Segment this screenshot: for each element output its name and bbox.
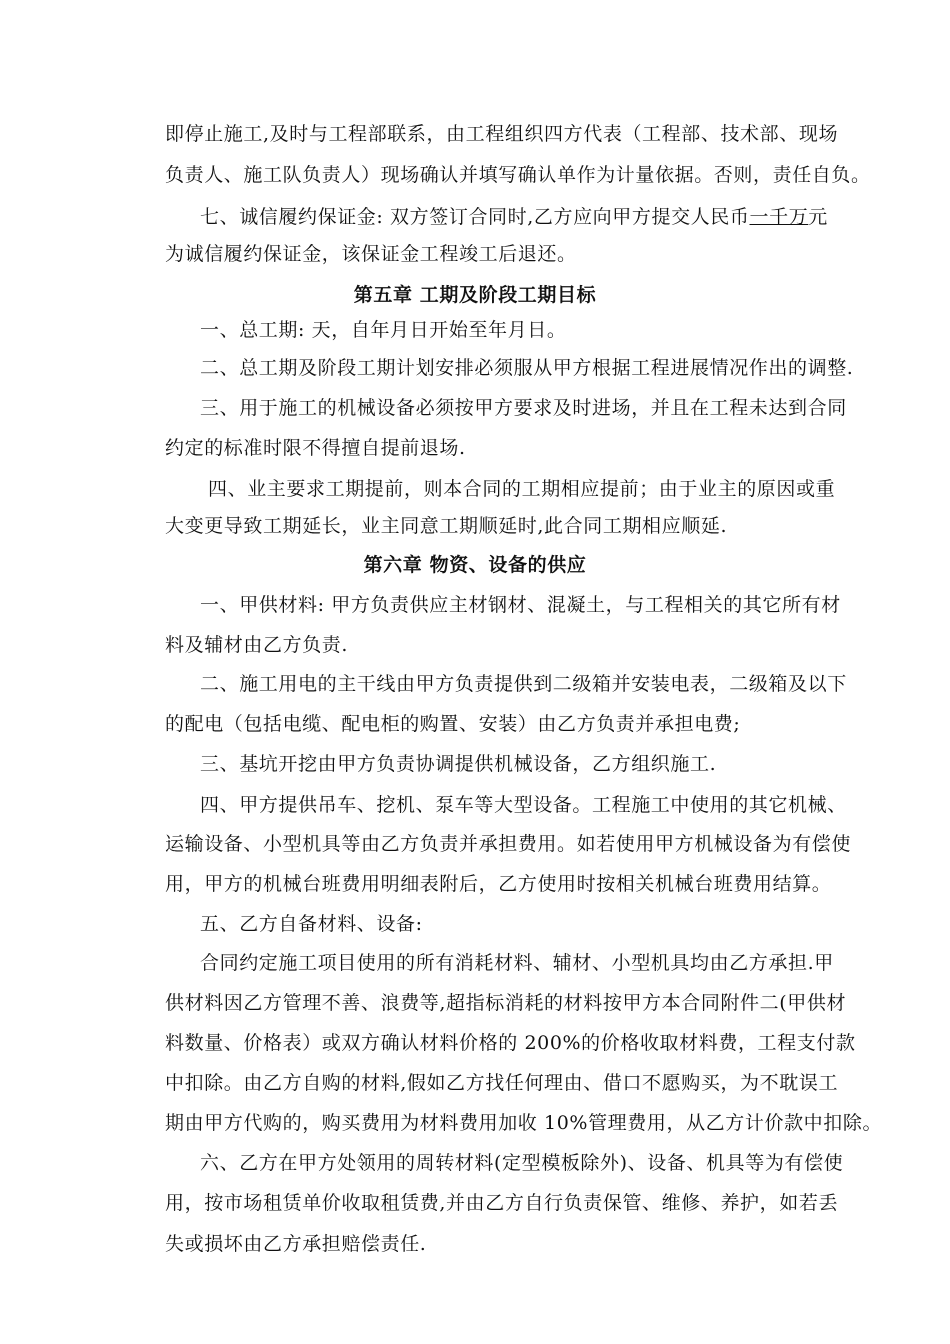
text-line: 三、基坑开挖由甲方负责协调提供机械设备，乙方组织施工. — [200, 753, 717, 775]
text-line: 合同约定施工项目使用的所有消耗材料、辅材、小型机具均由乙方承担.甲 — [200, 952, 834, 974]
text-segment: 元 — [808, 206, 828, 228]
text-segment: 七、诚信履约保证金: 双方签订合同时,乙方应向甲方提交人民币 — [200, 206, 750, 228]
text-line: 四、甲方提供吊车、挖机、泵车等大型设备。工程施工中使用的其它机械、 — [200, 794, 847, 816]
text-line: 供材料因乙方管理不善、浪费等,超指标消耗的材料按甲方本合同附件二(甲供材 — [165, 992, 847, 1014]
text-line: 用，按市场租赁单价收取租赁费,并由乙方自行负责保管、维修、养护，如若丢 — [165, 1192, 839, 1214]
text-line: 运输设备、小型机具等由乙方负责并承担费用。如若使用甲方机械设备为有偿使 — [165, 833, 852, 855]
text-line: 料及辅材由乙方负责. — [165, 634, 349, 656]
text-line: 大变更导致工期延长，业主同意工期顺延时,此合同工期相应顺延. — [165, 515, 728, 537]
chapter-heading: 第五章 工期及阶段工期目标 — [353, 284, 597, 306]
text-line: 一、甲供材料: 甲方负责供应主材钢材、混凝土，与工程相关的其它所有材 — [200, 594, 841, 616]
text-line: 五、乙方自备材料、设备: — [200, 913, 423, 935]
text-line: 料数量、价格表）或双方确认材料价格的 200%的价格收取材料费，工程支付款 — [165, 1032, 856, 1054]
text-line — [200, 205, 828, 229]
underlined-amount: 一千万 — [749, 206, 809, 228]
text-line: 一、总工期: 天，自年月日开始至年月日。 — [200, 319, 567, 341]
text-line: 失或损坏由乙方承担赔偿责任. — [165, 1233, 427, 1255]
text-line: 二、总工期及阶段工期计划安排必须服从甲方根据工程进展情况作出的调整. — [200, 357, 854, 379]
text-line: 为诚信履约保证金，该保证金工程竣工后退还。 — [165, 243, 577, 265]
text-line: 的配电（包括电缆、配电柜的购置、安装）由乙方负责并承担电费; — [165, 713, 741, 735]
chapter-heading: 第六章 物资、设备的供应 — [363, 554, 587, 576]
text-line: 二、施工用电的主干线由甲方负责提供到二级箱并安装电表，二级箱及以下 — [200, 673, 847, 695]
text-line: 即停止施工,及时与工程部联系，由工程组织四方代表（工程部、技术部、现场 — [165, 123, 839, 145]
text-line: 中扣除。由乙方自购的材料,假如乙方找任何理由、借口不愿购买，为不耽误工 — [165, 1072, 839, 1094]
text-line: 四、业主要求工期提前，则本合同的工期相应提前；由于业主的原因或重 — [208, 478, 836, 500]
text-line: 期由甲方代购的，购买费用为材料费用加收 10%管理费用，从乙方计价款中扣除。 — [165, 1112, 883, 1134]
text-line: 三、用于施工的机械设备必须按甲方要求及时进场，并且在工程未达到合同 — [200, 397, 847, 419]
text-line: 六、乙方在甲方处领用的周转材料(定型模板除外)、设备、机具等为有偿使 — [200, 1152, 844, 1174]
text-line: 约定的标准时限不得擅自提前退场. — [165, 437, 466, 459]
text-line: 用，甲方的机械台班费用明细表附后，乙方使用时按相关机械台班费用结算。 — [165, 873, 832, 895]
text-line: 负责人、施工队负责人）现场确认并填写确认单作为计量依据。否则，责任自负。 — [165, 164, 871, 186]
